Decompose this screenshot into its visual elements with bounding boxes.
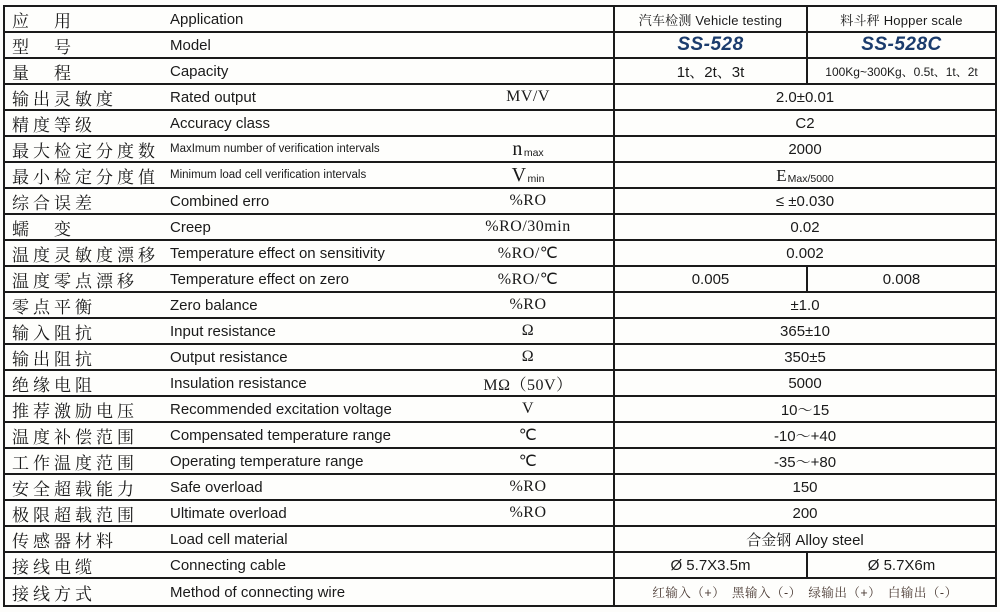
spec-row <box>5 423 995 449</box>
label-en: Input resistance <box>170 322 276 340</box>
label-cn: 绝缘电阻 <box>12 375 96 395</box>
value-cell <box>613 501 995 525</box>
spec-row <box>5 189 995 215</box>
value-full: 150 <box>792 478 818 496</box>
unit-symbol: V <box>511 164 527 186</box>
label-en: Recommended excitation voltage <box>170 400 392 418</box>
label-en: Rated output <box>170 88 256 106</box>
spec-row <box>5 527 995 553</box>
value-full: 365±10 <box>780 322 830 340</box>
value-cell <box>613 85 995 109</box>
value-cell <box>613 189 995 213</box>
label-cn: 安全超载能力 <box>12 479 138 499</box>
value-full: 10～15 <box>780 401 830 419</box>
value-full: 0.002 <box>786 244 824 262</box>
label-en: Safe overload <box>170 478 263 496</box>
value-cell <box>613 59 995 83</box>
label-cn: 接线方式 <box>12 584 96 604</box>
label-cn: 输入阻抗 <box>12 323 96 343</box>
unit-cell <box>443 33 613 57</box>
spec-row <box>5 267 995 293</box>
value-cell <box>613 553 995 577</box>
unit-cell <box>443 345 613 369</box>
unit-cell <box>443 475 613 499</box>
label-en: MaxImum number of verification intervals <box>170 143 380 155</box>
value-full: 0.02 <box>790 218 820 236</box>
label-cn: 工作温度范围 <box>12 453 138 473</box>
unit-text: %RO <box>509 296 547 313</box>
label-cn: 传感器材料 <box>12 531 117 551</box>
spec-row <box>5 501 995 527</box>
unit-cell <box>443 163 613 187</box>
label-cn: 输出阻抗 <box>12 349 96 369</box>
spec-row <box>5 137 995 163</box>
spec-row <box>5 293 995 319</box>
label-cn: 蠕 变 <box>12 219 75 239</box>
value-cell <box>613 111 995 135</box>
label-en: Minimum load cell verification intervals <box>170 169 367 181</box>
label-cn: 推荐激励电压 <box>12 401 138 421</box>
value-cell <box>613 137 995 161</box>
value-full: 200 <box>792 504 818 522</box>
unit-cell <box>443 189 613 213</box>
value-cell <box>613 293 995 317</box>
label-en: Accuracy class <box>170 114 271 132</box>
label-cn: 应 用 <box>12 11 75 31</box>
label-en: Insulation resistance <box>170 374 307 392</box>
unit-symbol: n <box>512 138 523 160</box>
spec-row <box>5 449 995 475</box>
value-cell <box>613 345 995 369</box>
value-full: 合金钢 Alloy steel <box>746 531 864 549</box>
value-cell <box>613 215 995 239</box>
value-cell <box>613 7 995 31</box>
label-en: Capacity <box>170 62 229 80</box>
unit-text: ℃ <box>518 453 538 470</box>
unit-cell <box>443 501 613 525</box>
value-full: -10～+40 <box>773 427 837 445</box>
unit-cell <box>443 85 613 109</box>
value-right: SS-528C <box>861 34 942 55</box>
label-cn: 综合误差 <box>12 193 96 213</box>
unit-text: %RO/℃ <box>497 271 559 288</box>
value-full: -35～+80 <box>773 453 837 471</box>
value-left: 0.005 <box>615 267 808 291</box>
spec-row <box>5 7 995 33</box>
label-en: Zero balance <box>170 296 258 314</box>
value-subscript: Max/5000 <box>787 172 834 185</box>
unit-text: MV/V <box>506 88 550 105</box>
unit-cell <box>443 449 613 473</box>
unit-subscript: min <box>527 172 545 185</box>
unit-cell <box>443 293 613 317</box>
unit-text: %RO/30min <box>485 218 571 235</box>
unit-cell <box>443 215 613 239</box>
value-cell <box>613 449 995 473</box>
label-en: Operating temperature range <box>170 452 364 470</box>
unit-cell <box>443 267 613 291</box>
value-right: Ø 5.7X6m <box>867 556 936 574</box>
label-en: Application <box>170 10 244 28</box>
value-full <box>615 163 995 187</box>
label-cn: 零点平衡 <box>12 297 96 317</box>
label-en: Compensated temperature range <box>170 426 391 444</box>
value-full: 2.0±0.01 <box>775 88 835 106</box>
unit-text: MΩ（50V） <box>483 376 573 394</box>
value-cell <box>613 527 995 551</box>
spec-row <box>5 163 995 189</box>
value-left: 汽车检测 Vehicle testing <box>615 7 808 31</box>
spec-row <box>5 241 995 267</box>
label-cn: 温度灵敏度漂移 <box>12 245 159 265</box>
value-cell <box>613 423 995 447</box>
label-en: Method of connecting wire <box>170 583 346 601</box>
spec-row <box>5 59 995 85</box>
label-en: Combined erro <box>170 192 270 210</box>
value-full: 2000 <box>788 140 822 158</box>
label-cn: 温度补偿范围 <box>12 427 138 447</box>
spec-row <box>5 215 995 241</box>
value-cell <box>613 579 995 605</box>
spec-row <box>5 85 995 111</box>
value-cell <box>613 163 995 187</box>
spec-row <box>5 111 995 137</box>
unit-cell <box>443 241 613 265</box>
value-full: ±1.0 <box>790 296 820 314</box>
value-full: C2 <box>795 114 815 132</box>
label-en: Temperature effect on zero <box>170 270 349 288</box>
value-symbol: E <box>776 165 787 185</box>
label-cn: 型 号 <box>12 37 75 57</box>
unit-text: %RO <box>509 192 547 209</box>
label-en: Ultimate overload <box>170 504 287 522</box>
value-right: 料斗秤 Hopper scale <box>840 12 963 28</box>
label-cn: 最大检定分度数 <box>12 141 159 161</box>
unit-subscript: max <box>523 146 544 159</box>
unit-cell <box>443 137 613 161</box>
spec-row <box>5 345 995 371</box>
unit-text: V <box>521 400 535 417</box>
label-en: Load cell material <box>170 530 288 548</box>
label-en: Model <box>170 36 211 54</box>
unit-cell <box>443 579 613 605</box>
value-cell <box>613 371 995 395</box>
spec-row <box>5 33 995 59</box>
unit-text: Ω <box>521 348 535 365</box>
spec-row <box>5 475 995 501</box>
label-cn: 温度零点漂移 <box>12 271 138 291</box>
value-cell <box>613 267 995 291</box>
value-full: 5000 <box>788 374 822 392</box>
unit-text: %RO <box>509 504 547 521</box>
unit-cell <box>443 553 613 577</box>
spec-row <box>5 553 995 579</box>
value-full: ≤ ±0.030 <box>775 192 835 210</box>
spec-row <box>5 579 995 605</box>
unit-cell <box>443 423 613 447</box>
value-left: SS-528 <box>615 33 808 57</box>
value-full: 红输入（+） 黑输入（-） 绿输出（+） 白输出（-） <box>652 586 958 600</box>
value-full: 350±5 <box>784 348 826 366</box>
value-cell <box>613 319 995 343</box>
label-en: Temperature effect on sensitivity <box>170 244 385 262</box>
label-cn: 极限超载范围 <box>12 505 138 525</box>
value-cell <box>613 475 995 499</box>
unit-cell <box>443 111 613 135</box>
unit-text: %RO <box>509 478 547 495</box>
label-cn: 输出灵敏度 <box>12 89 117 109</box>
unit-cell <box>443 7 613 31</box>
value-cell <box>613 241 995 265</box>
unit-cell <box>443 319 613 343</box>
value-cell <box>613 33 995 57</box>
unit-text: ℃ <box>518 427 538 444</box>
spec-row <box>5 319 995 345</box>
spec-row <box>5 397 995 423</box>
spec-row <box>5 371 995 397</box>
unit-cell <box>443 397 613 421</box>
label-en: Creep <box>170 218 211 236</box>
label-cn: 精度等级 <box>12 115 96 135</box>
value-left: 1t、2t、3t <box>615 59 808 83</box>
unit-cell <box>443 371 613 395</box>
value-right: 100Kg~300Kg、0.5t、1t、2t <box>825 64 978 79</box>
value-left: Ø 5.7X3.5m <box>615 553 808 577</box>
unit-text: Ω <box>521 322 535 339</box>
label-cn: 最小检定分度值 <box>12 167 159 187</box>
unit-cell <box>443 59 613 83</box>
label-cn: 接线电缆 <box>12 557 96 577</box>
spec-table <box>3 5 997 607</box>
label-en: Connecting cable <box>170 556 286 574</box>
unit-text: %RO/℃ <box>497 245 559 262</box>
value-right: 0.008 <box>882 270 921 288</box>
value-cell <box>613 397 995 421</box>
label-cn: 量 程 <box>12 63 75 83</box>
label-en: Output resistance <box>170 348 288 366</box>
unit-cell <box>443 527 613 551</box>
